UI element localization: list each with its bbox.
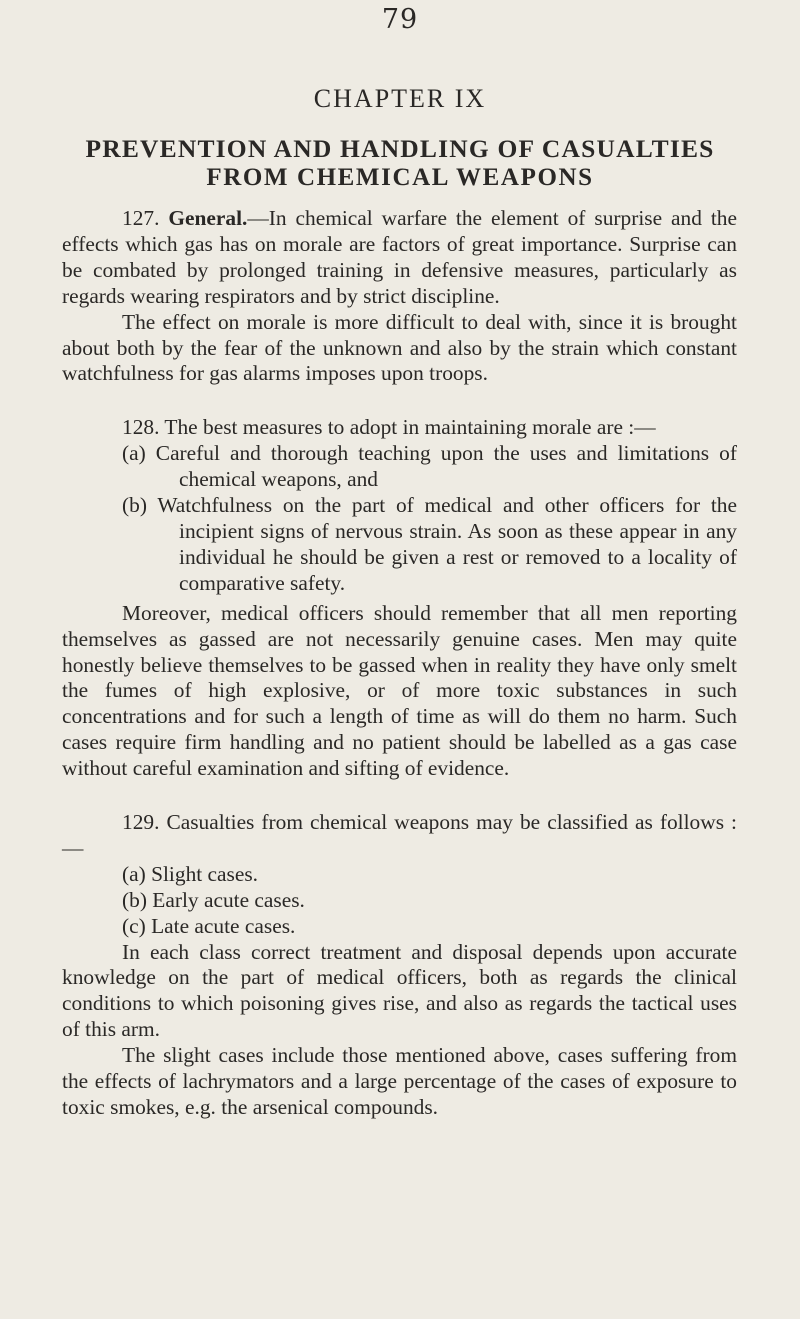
- chapter-title-line-2: FROM CHEMICAL WEAPONS: [206, 164, 594, 191]
- chapter-title-line-1: PREVENTION AND HANDLING OF CASUALTIES: [85, 134, 715, 163]
- paragraph-127: [62, 206, 737, 310]
- paragraph-129-intro: 129. Casualties from chemical weapons may be classified as follows :—: [62, 810, 737, 860]
- paragraph-128-text: Moreover, medical officers should remember that all men reporting themselves as gassed are not necessarily genuine cases. Men may quite honestly believe themselves to be gassed when in reality they have only smelt the fumes of high explosive, or of more toxic substances in such concentrations and for such a length of time as will do them no harm. Such cases require firm handling and no patient should be labelled as a gas case without careful examination and sifting of evidence.: [62, 600, 737, 781]
- paragraph-128-intro: 128. The best measures to adopt in maintaining morale are :—: [122, 415, 656, 440]
- paragraph-129-item-c: (c) Late acute cases.: [122, 913, 296, 938]
- paragraph-129-text: In each class correct treatment and disposal depends upon accurate knowledge on the part of medical officers, both as regards the clinical conditions to which poisoning gives rise, and also as regards the tactical uses of this arm.: [62, 939, 737, 1042]
- paragraph-128-item-b: (b) Watchfulness on the part of medical and other officers for the incipient signs of nervous strain. As soon as these appear in any individual he should be given a rest or removed to a locality of comparative safety.: [122, 493, 737, 595]
- paragraph-127-text: —In chemical warfare the element of surprise and the effects which gas has on morale are factors of great importance. Surprise can be combated by prolonged training in defensive measures, particularly as regards wearing respirators and by strict discipline.: [62, 206, 737, 308]
- paragraph-127-continued: The effect on morale is more difficult to deal with, since it is brought about both by the fear of the unknown and also by the strain which constant watchfulness for gas alarms imposes upon troops.: [62, 309, 737, 386]
- paragraph-129-item-b: (b) Early acute cases.: [122, 887, 305, 912]
- page-number: 79: [381, 4, 419, 35]
- body-text: [62, 206, 737, 1121]
- paragraph-128-item-a: (a) Careful and thorough teaching upon the uses and limitations of chemical weapons, and: [122, 441, 737, 492]
- paragraph-129-item-a: (a) Slight cases.: [122, 861, 259, 886]
- paragraph-127-number: 127.: [122, 206, 160, 230]
- paragraph-127-heading: General.: [168, 206, 248, 230]
- paragraph-129-continued: The slight cases include those mentioned above, cases suffering from the effects of lachrymators and a large percentage of the cases of exposure to toxic smokes, e.g. the arsenical compounds.: [62, 1043, 737, 1119]
- chapter-heading: CHAPTER IX: [313, 84, 487, 113]
